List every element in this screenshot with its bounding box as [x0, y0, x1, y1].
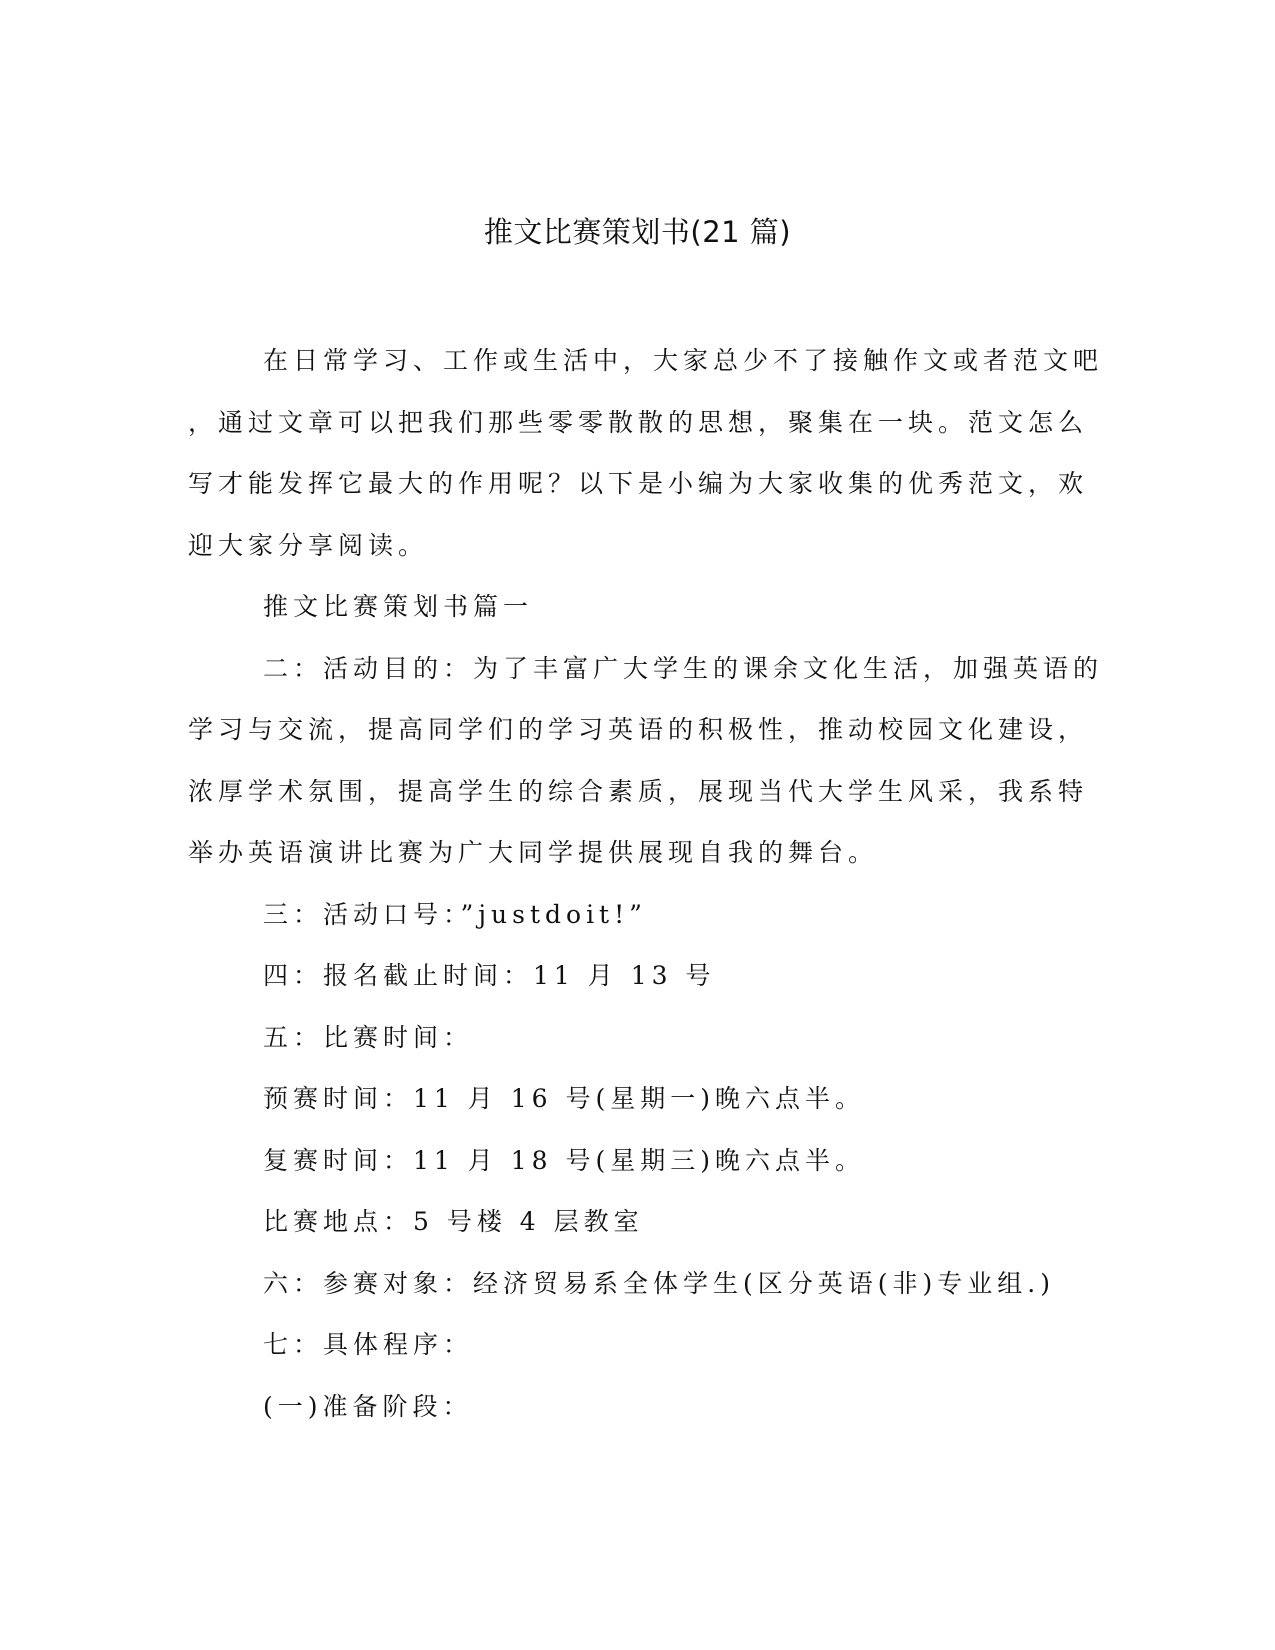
intro-line: 在日常学习、工作或生活中，大家总少不了接触作文或者范文吧 — [263, 346, 1104, 375]
procedure-heading: 七：具体程序： — [263, 1330, 474, 1359]
intro-paragraph — [188, 330, 1104, 576]
time-heading: 五：比赛时间： — [263, 1022, 474, 1052]
participants-line: 六：参赛对象：经济贸易系全体学生(区分英语(非)专业组.) — [263, 1268, 1055, 1298]
venue-line: 比赛地点：5 号楼 4 层教室 — [263, 1207, 644, 1236]
intro-line: 迎大家分享阅读。 — [188, 530, 429, 560]
purpose-line: 学习与交流，提高同学们的学习英语的积极性，推动校园文化建设， — [188, 715, 1089, 744]
intro-line: 写才能发挥它最大的作用呢？以下是小编为大家收集的优秀范文，欢 — [188, 469, 1089, 498]
slogan-line: 三：活动口号：”justdoit!” — [263, 899, 647, 929]
deadline-line: 四：报名截止时间：11 月 13 号 — [263, 961, 716, 990]
purpose-line: 浓厚学术氛围，提高学生的综合素质，展现当代大学生风采，我系特 — [188, 776, 1089, 806]
purpose-paragraph — [188, 638, 1104, 884]
prelim-time-line: 预赛时间：11 月 16 号(星期一)晚六点半。 — [263, 1084, 865, 1113]
semifinal-time-line: 复赛时间：11 月 18 号(星期三)晚六点半。 — [263, 1145, 865, 1175]
document-title: 推文比赛策划书(21 篇) — [483, 215, 792, 249]
intro-line: ，通过文章可以把我们那些零零散散的思想，聚集在一块。范文怎么 — [188, 407, 1089, 437]
document-body — [188, 330, 1104, 1437]
prep-stage-line: (一)准备阶段： — [263, 1391, 473, 1421]
purpose-line: 二：活动目的：为了丰富广大学生的课余文化生活，加强英语的 — [263, 653, 1104, 683]
purpose-line: 举办英语演讲比赛为广大同学提供展现自我的舞台。 — [188, 838, 879, 867]
section-heading: 推文比赛策划书篇一 — [263, 592, 534, 621]
